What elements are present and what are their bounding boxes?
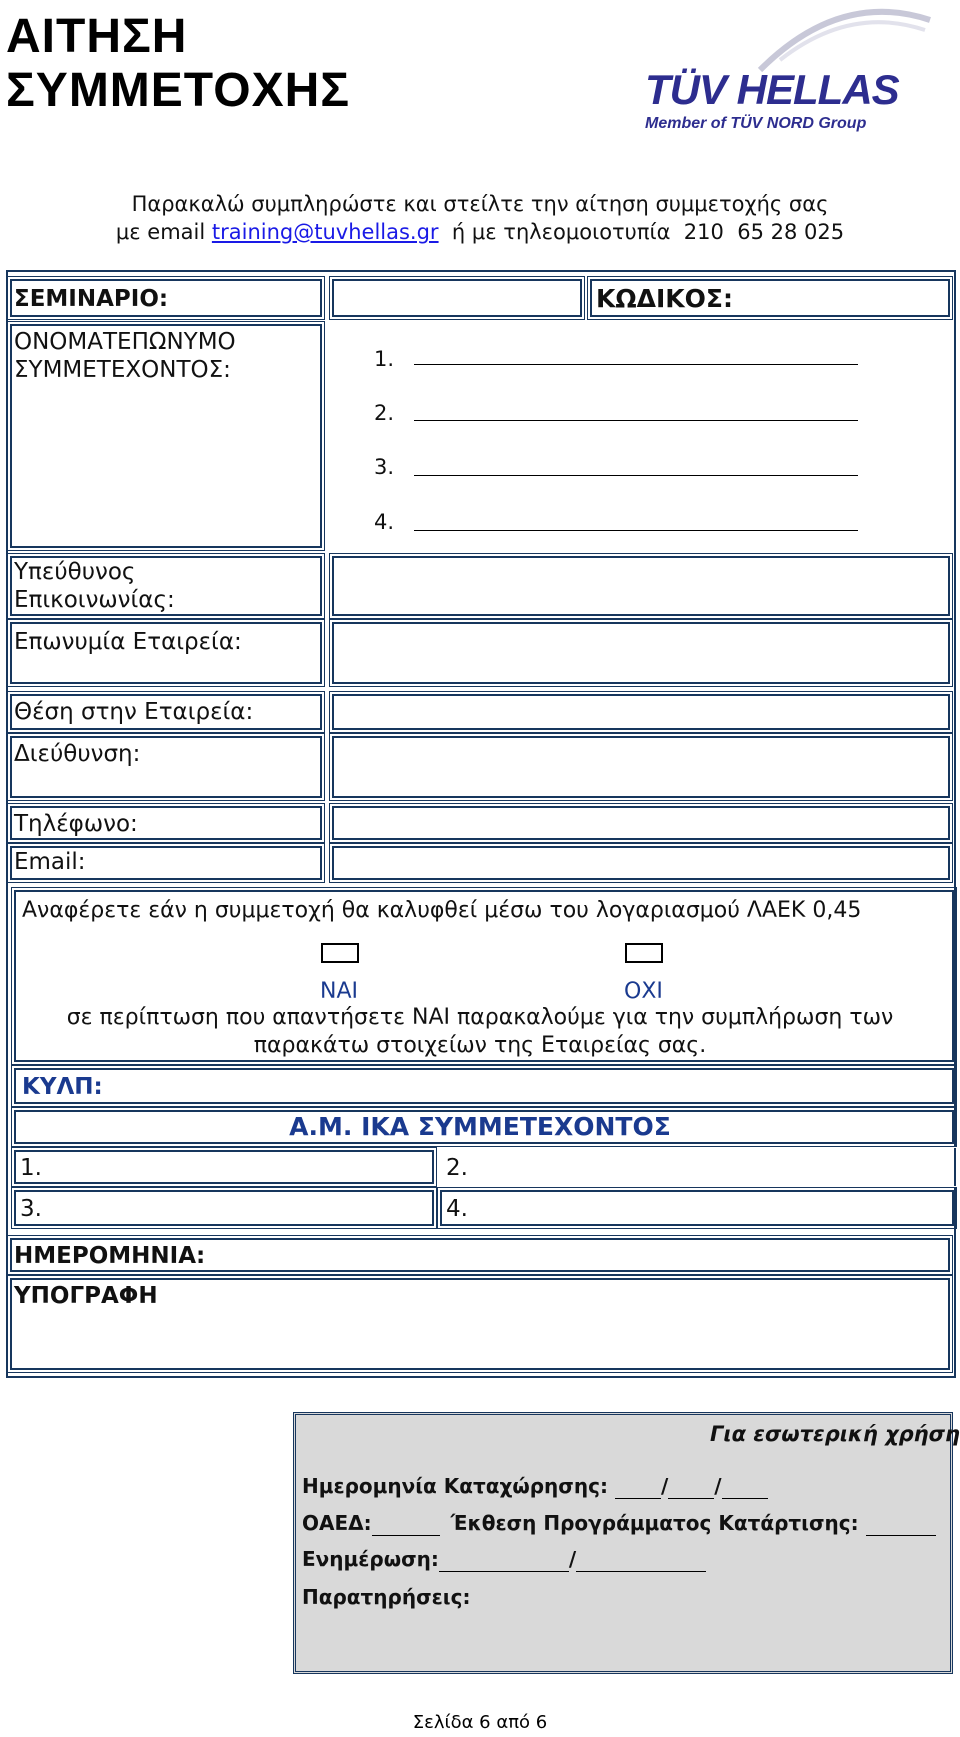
phone-input[interactable] bbox=[332, 806, 950, 840]
company-input[interactable] bbox=[332, 622, 950, 684]
seminar-input[interactable] bbox=[332, 279, 582, 317]
ika-cell-1[interactable] bbox=[14, 1150, 434, 1184]
logo-graphic bbox=[640, 0, 940, 140]
registration-date-row bbox=[302, 1474, 768, 1499]
participant-line-2[interactable] bbox=[414, 420, 858, 421]
participant-line-4[interactable] bbox=[414, 530, 858, 531]
contact-label-1: Υπεύθυνος bbox=[14, 559, 136, 585]
update-label: Ενημέρωση: bbox=[302, 1547, 439, 1571]
contact-input[interactable] bbox=[332, 556, 950, 616]
yes-label: ΝΑΙ bbox=[320, 979, 358, 1004]
ika-heading: Α.Μ. ΙΚΑ ΣΥΜΜΕΤΕΧΟΝΤΟΣ bbox=[289, 1112, 671, 1141]
no-checkbox[interactable] bbox=[625, 943, 663, 963]
participant-line-1[interactable] bbox=[414, 364, 858, 365]
company-label: Επωνυμία Εταιρεία: bbox=[14, 629, 242, 655]
internal-use-box bbox=[293, 1412, 953, 1674]
oaed-blank[interactable] bbox=[372, 1511, 440, 1536]
internal-heading: Για εσωτερική χρήση bbox=[710, 1422, 960, 1446]
reg-slash-2: / bbox=[714, 1474, 722, 1498]
intro-prefix: με email bbox=[115, 220, 212, 244]
ika-number-1: 1. bbox=[20, 1155, 42, 1181]
ika-cell-3[interactable] bbox=[14, 1190, 434, 1226]
ika-number-4: 4. bbox=[446, 1196, 468, 1222]
participant-number-2: 2. bbox=[374, 401, 395, 425]
no-label: ΟΧΙ bbox=[624, 979, 663, 1004]
intro-line-2 bbox=[0, 220, 960, 244]
form-title bbox=[6, 10, 350, 118]
signature-label: ΥΠΟΓΡΑΦΗ bbox=[14, 1283, 158, 1309]
intro-line-1: Παρακαλώ συμπληρώστε και στείλτε την αίτηση συμμετοχής σας bbox=[131, 192, 829, 216]
intro-suffix: ή με τηλεομοιοτυπία 210 65 28 025 bbox=[438, 220, 845, 244]
ika-cell-4[interactable] bbox=[440, 1190, 954, 1226]
registration-date-label: Ημερομηνία Καταχώρησης: bbox=[302, 1474, 608, 1498]
update-row bbox=[302, 1547, 706, 1572]
participant-number-3: 3. bbox=[374, 455, 395, 479]
ika-cell-2[interactable] bbox=[440, 1150, 954, 1184]
update-blank-2[interactable] bbox=[576, 1547, 706, 1572]
kylp-cell[interactable] bbox=[14, 1068, 954, 1104]
email-input[interactable] bbox=[332, 846, 950, 880]
reg-slash-1: / bbox=[660, 1474, 669, 1498]
report-blank[interactable] bbox=[866, 1511, 936, 1536]
oaed-row bbox=[302, 1511, 936, 1536]
kylp-label: ΚΥΛΠ: bbox=[22, 1074, 103, 1100]
phone-label: Τηλέφωνο: bbox=[14, 811, 138, 837]
seminar-label: ΣΕΜΙΝΑΡΙΟ: bbox=[14, 286, 169, 312]
ika-number-2: 2. bbox=[446, 1155, 468, 1181]
contact-label-2: Επικοινωνίας: bbox=[14, 587, 175, 613]
svg-text:TÜV HELLAS: TÜV HELLAS bbox=[645, 66, 899, 113]
report-label: Έκθεση Προγράμματος Κατάρτισης: bbox=[450, 1511, 859, 1535]
date-label: ΗΜΕΡΟΜΗΝΙΑ: bbox=[14, 1243, 206, 1269]
remarks-label: Παρατηρήσεις: bbox=[302, 1585, 471, 1609]
participant-number-1: 1. bbox=[374, 347, 395, 371]
email-link[interactable]: training@tuvhellas.gr bbox=[211, 220, 439, 244]
title-line-2: ΣΥΜΜΕΤΟΧΗΣ bbox=[6, 64, 351, 117]
page-number: Σελίδα 6 από 6 bbox=[412, 1712, 548, 1733]
address-label: Διεύθυνση: bbox=[14, 741, 141, 767]
ika-number-3: 3. bbox=[20, 1196, 42, 1222]
title-line-1: ΑΙΤΗΣΗ bbox=[6, 10, 188, 63]
laek-question: Αναφέρετε εάν η συμμετοχή θα καλυφθεί μέσω του λογαριασμού ΛΑΕΚ 0,45 bbox=[22, 898, 862, 923]
participants-label-1: ΟΝΟΜΑΤΕΠΩΝΥΜΟ bbox=[14, 329, 236, 355]
code-label: ΚΩΔΙΚΟΣ: bbox=[596, 284, 733, 313]
tuv-hellas-logo bbox=[640, 0, 940, 140]
participant-line-3[interactable] bbox=[414, 475, 858, 476]
oaed-label: ΟΑΕΔ: bbox=[302, 1511, 372, 1535]
reg-month-blank[interactable] bbox=[668, 1474, 714, 1499]
email-label: Email: bbox=[14, 849, 86, 875]
position-input[interactable] bbox=[332, 694, 950, 730]
reg-day-blank[interactable] bbox=[615, 1474, 661, 1499]
update-slash: / bbox=[568, 1547, 577, 1571]
svg-text:Member of TÜV NORD Group: Member of TÜV NORD Group bbox=[645, 115, 867, 132]
participants-label-2: ΣΥΜΜΕΤΕΧΟΝΤΟΣ: bbox=[14, 357, 231, 383]
participant-number-4: 4. bbox=[374, 510, 395, 534]
reg-year-blank[interactable] bbox=[722, 1474, 768, 1499]
yes-checkbox[interactable] bbox=[321, 943, 359, 963]
laek-note-2: παρακάτω στοιχείων της Εταιρείας σας. bbox=[253, 1033, 707, 1058]
laek-note-1: σε περίπτωση που απαντήσετε ΝΑΙ παρακαλούμε για την συμπλήρωση των bbox=[66, 1005, 894, 1030]
address-input[interactable] bbox=[332, 736, 950, 798]
position-label: Θέση στην Εταιρεία: bbox=[14, 699, 254, 725]
update-blank-1[interactable] bbox=[439, 1547, 569, 1572]
